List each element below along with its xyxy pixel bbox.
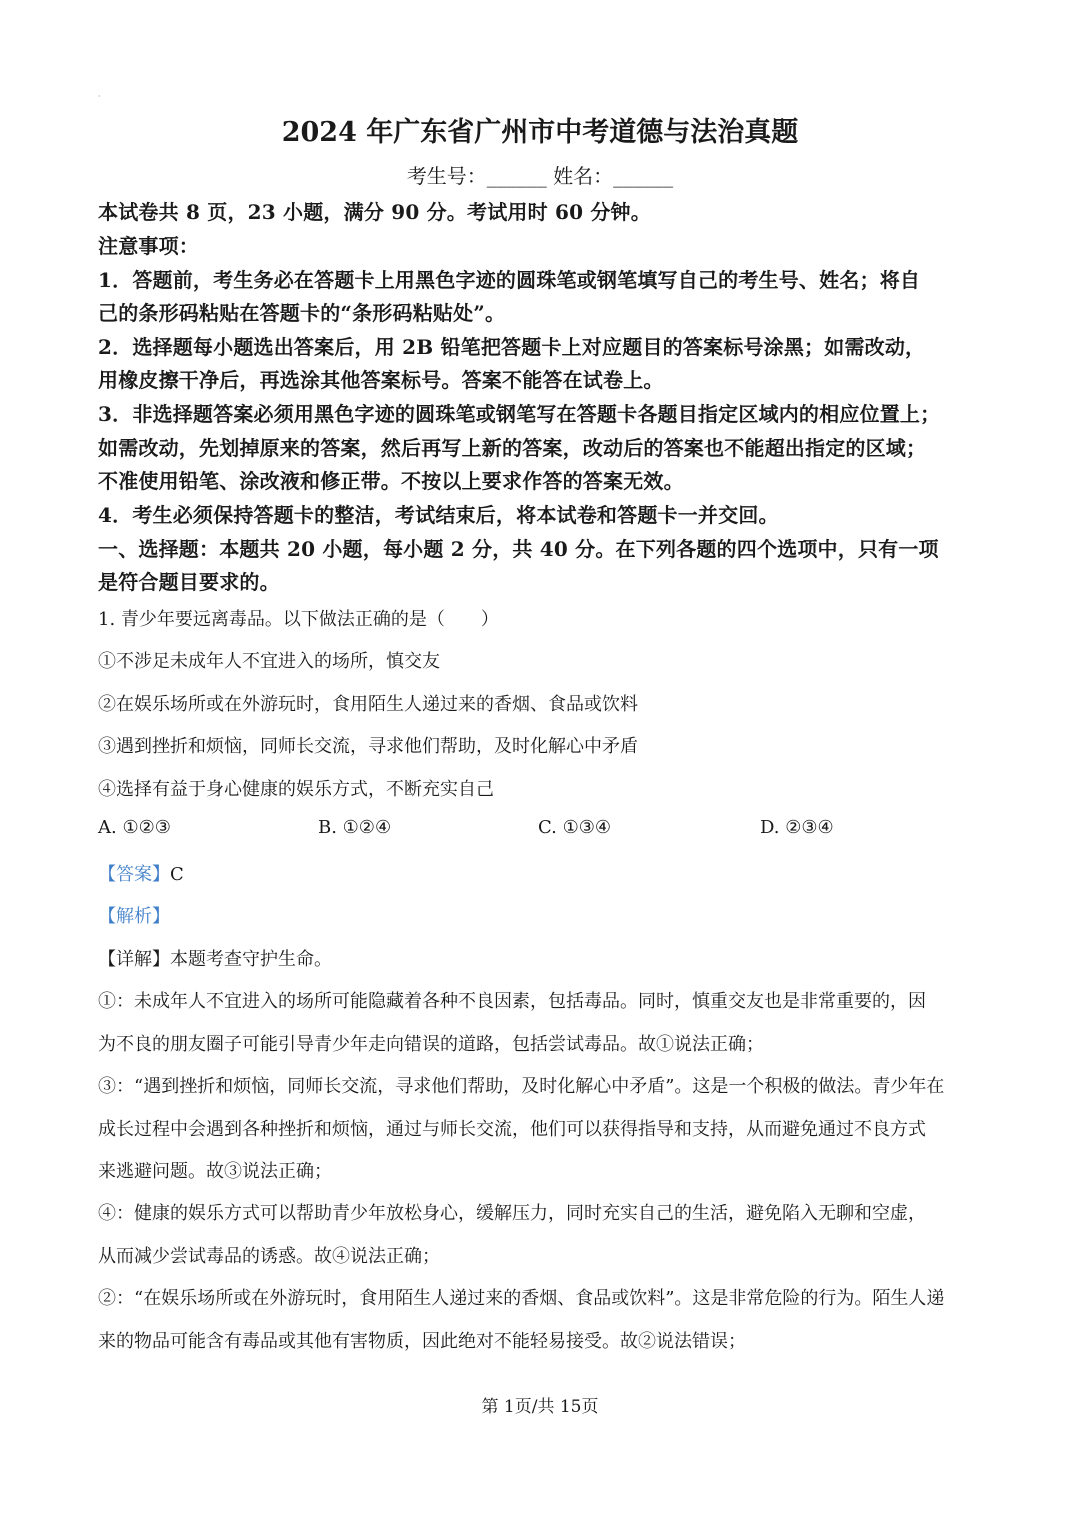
answer-tag: 【答案】 [98, 864, 170, 885]
analysis-line [98, 902, 988, 928]
option-a: A. ①②③ [98, 817, 171, 838]
notice-line: 如需改动，先划掉原来的答案，然后再写上新的答案，改动后的答案也不能超出指定的区域； [98, 436, 927, 460]
answer-line [98, 860, 988, 886]
explanation-line: ②：“在娱乐场所或在外游玩时，食用陌生人递过来的香烟、食品或饮料”。这是非常危险的行为。陌生人递 [98, 1288, 945, 1309]
option-c: C. ①③④ [538, 817, 611, 838]
detail-tag: 【详解】 [98, 949, 170, 970]
explanation-line: 成长过程中会遇到各种挫折和烦恼，通过与师长交流，他们可以获得指导和支持，从而避免通过不良方式 [98, 1119, 926, 1140]
option-d: D. ②③④ [760, 817, 834, 838]
question-statement: ①不涉足未成年人不宜进入的场所，慎交友 [98, 651, 440, 672]
question-stem: 1. 青少年要远离毒品。以下做法正确的是（ ） [98, 609, 499, 630]
page-title: 2024 年广东省广州市中考道德与法治真题 [281, 117, 799, 148]
scan-speck: · [98, 92, 101, 101]
detail-intro: 本题考查守护生命。 [170, 949, 332, 970]
question-statement: ③遇到挫折和烦恼，同师长交流，寻求他们帮助，及时化解心中矛盾 [98, 736, 638, 757]
notice-line: 3．非选择题答案必须用黑色字迹的圆珠笔或钢笔写在答题卡各题目指定区域内的相应位置上； [98, 402, 941, 426]
option-b: B. ①②④ [318, 817, 392, 838]
exam-intro: 本试卷共 8 页，23 小题，满分 90 分。考试用时 60 分钟。 [98, 200, 651, 224]
explanation-line: 来逃避问题。故③说法正确； [98, 1161, 332, 1182]
notice-line: 用橡皮擦干净后，再选涂其他答案标号。答案不能答在试卷上。 [98, 368, 664, 392]
notice-label: 注意事项： [98, 234, 199, 258]
explanation-line: 从而减少尝试毒品的诱惑。故④说法正确； [98, 1246, 440, 1267]
explanation-line: ①：未成年人不宜进入的场所可能隐藏着各种不良因素，包括毒品。同时，慎重交友也是非常重要的，因 [98, 991, 926, 1012]
explanation-line: ③：“遇到挫折和烦恼，同师长交流，寻求他们帮助，及时化解心中矛盾”。这是一个积极的做法。青少年在 [98, 1076, 945, 1097]
notice-line: 己的条形码粘贴在答题卡的“条形码粘贴处”。 [98, 301, 506, 325]
student-info-line: 考生号：______ 姓名：______ [406, 164, 674, 188]
notice-line: 2．选择题每小题选出答案后，用 2B 铅笔把答题卡上对应题目的答案标号涂黑；如需改动， [98, 335, 926, 359]
page-number: 第 1页/共 15页 [481, 1397, 599, 1417]
question-statement: ④选择有益于身心健康的娱乐方式，不断充实自己 [98, 779, 494, 800]
analysis-tag: 【解析】 [98, 906, 170, 927]
notice-line: 不准使用铅笔、涂改液和修正带。不按以上要求作答的答案无效。 [98, 469, 684, 493]
notice-line: 4．考生必须保持答题卡的整洁，考试结束后，将本试卷和答题卡一并交回。 [98, 503, 779, 527]
section-heading-cont: 是符合题目要求的。 [98, 570, 280, 594]
notice-line: 1．答题前，考生务必在答题卡上用黑色字迹的圆珠笔或钢笔填写自己的考生号、姓名；将自 [98, 268, 921, 292]
explanation-line: 为不良的朋友圈子可能引导青少年走向错误的道路，包括尝试毒品。故①说法正确； [98, 1034, 764, 1055]
explanation-line: 来的物品可能含有毒品或其他有害物质，因此绝对不能轻易接受。故②说法错误； [98, 1331, 746, 1352]
question-statement: ②在娱乐场所或在外游玩时，食用陌生人递过来的香烟、食品或饮料 [98, 694, 638, 715]
section-heading: 一、选择题：本题共 20 小题，每小题 2 分，共 40 分。在下列各题的四个选项中，只有一项 [98, 537, 939, 561]
explanation-line: ④：健康的娱乐方式可以帮助青少年放松身心，缓解压力，同时充实自己的生活，避免陷入无聊和空虚， [98, 1203, 926, 1224]
answer-value: C [170, 864, 184, 885]
detail-line [98, 945, 988, 971]
